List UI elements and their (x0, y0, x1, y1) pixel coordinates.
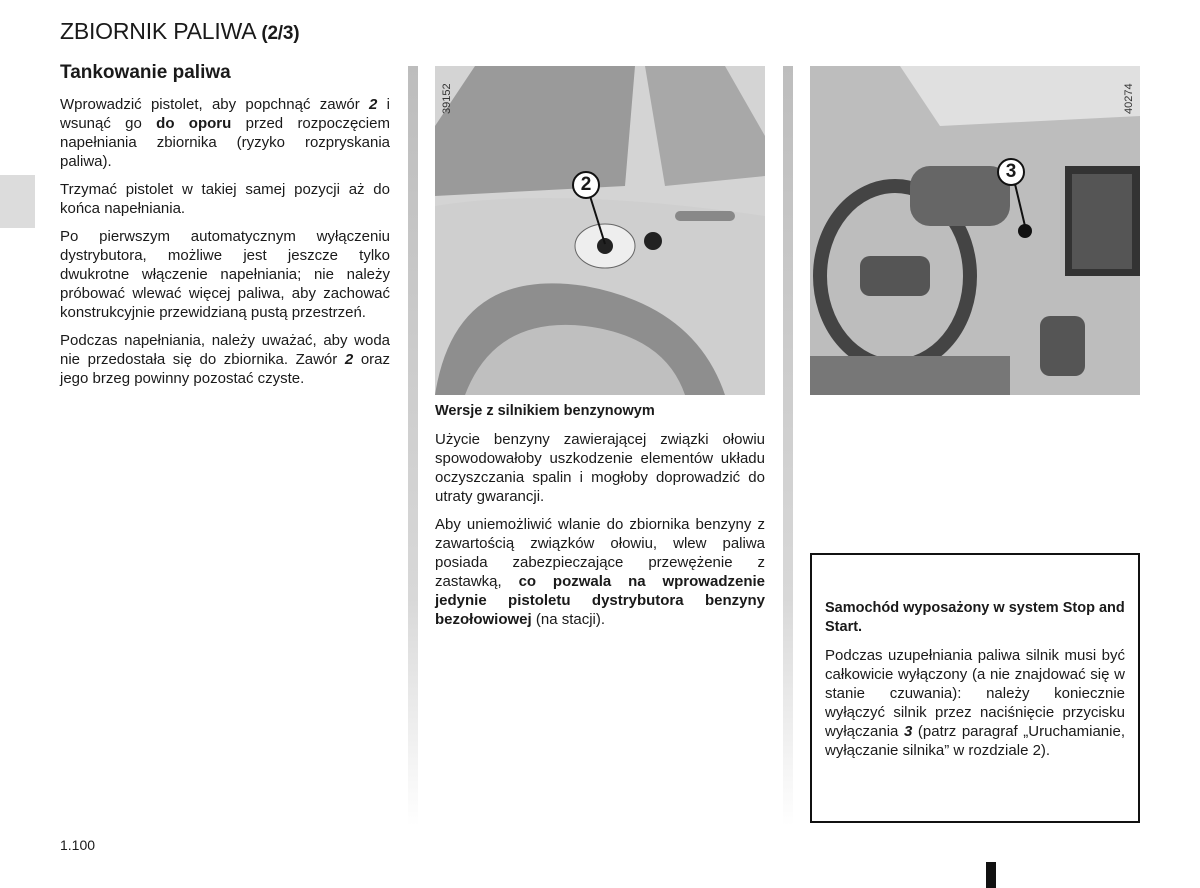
chapter-tab (0, 175, 35, 228)
subheading: Wersje z silnikiem benzynowym (435, 403, 655, 419)
note-heading: Samochód wyposażony w system Stop and Start. (825, 600, 1125, 635)
paragraph: Podczas napełniania, należy uważać, aby woda nie przedostała się do zbiornika. Zawór 2 oraz jego brzeg powinny pozostać czyste. (60, 332, 390, 387)
dashboard-drawing (810, 66, 1140, 395)
stop-start-note (810, 553, 1140, 823)
page-number: 1.100 (60, 837, 96, 853)
column-1 (60, 95, 390, 397)
paragraph: Użycie benzyny zawierającej związki ołowiu spowodowałoby uszkodzenie elementów układu oczyszczania spalin i mogłoby doprowadzić do utraty gwarancji. (435, 431, 765, 505)
car-side-drawing (435, 66, 765, 395)
note-body: Podczas uzupełniania paliwa silnik musi być całkowicie wyłączony (a nie znajdować się w stanie czuwania): należy koniecznie wyłączyć silnik przez naciśnięcie przycisku wyłączania 3 (patrz paragraf „Uruchamianie, wyłączanie silnika” w rozdziale 2). (825, 647, 1125, 759)
edge-marker (986, 862, 996, 888)
paragraph: Po pierwszym automatycznym wyłączeniu dystrybutora, możliwe jest jeszcze tylko dwukrotne włączenie napełniania; nie należy próbować wlewać więcej paliwa, aby zachować konstrukcyjnie przewidzianą pustą przestrzeń. (60, 228, 390, 321)
paragraph: Trzymać pistolet w takiej samej pozycji aż do końca napełniania. (60, 181, 390, 217)
callout-2: 2 (572, 171, 600, 199)
section-heading: Tankowanie paliwa (60, 62, 231, 83)
callout-3: 3 (997, 158, 1025, 186)
page-title: ZBIORNIK PALIWA (2/3) (60, 18, 300, 44)
paragraph: Aby uniemożliwić wlanie do zbiornika benzyny z zawartością związków ołowiu, wlew paliwa posiada zabezpieczające przewężenie z zastawką, co pozwala na wprowadzenie jedynie pistoletu dystrybutora benzyny bezołowiowej (na stacji). (435, 516, 765, 628)
dashboard-illustration (810, 66, 1140, 395)
column-divider (783, 66, 793, 826)
figure-code: 39152 (441, 83, 453, 114)
column-divider (408, 66, 418, 826)
paragraph: Wprowadzić pistolet, aby popchnąć zawór 2 i wsunąć go do oporu przed rozpoczęciem napełniania zbiornika (ryzyko rozpryskania paliwa). (60, 96, 390, 170)
fuel-flap-illustration (435, 66, 765, 395)
column-2 (435, 402, 765, 638)
figure-code: 40274 (1123, 83, 1135, 114)
